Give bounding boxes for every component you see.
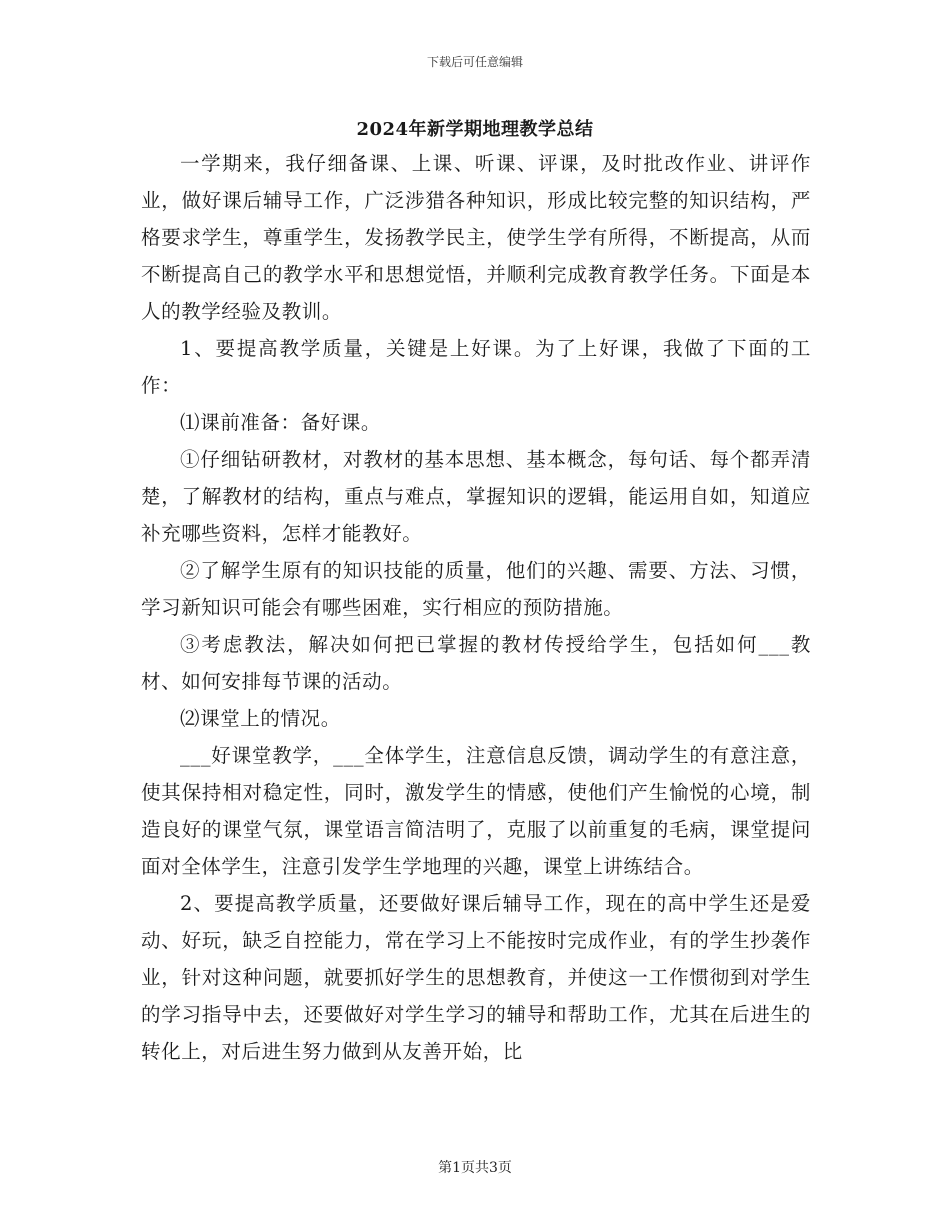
paragraph: 2、要提高教学质量，还要做好课后辅导工作，现在的高中学生还是爱动、好玩，缺乏自控能力，常在学习上不能按时完成作业，有的学生抄袭作业，针对这种问题，就要抓好学生的思想教育，并使这一工作惯彻到对学生的学习指导中去，还要做好对学生学习的辅导和帮助工作，尤其在后进生的转化上，对后进生努力做到从友善开始，比: [141, 892, 811, 1063]
document-body: [141, 145, 811, 1070]
paragraph: ___好课堂教学，___全体学生，注意信息反馈，调动学生的有意注意，使其保持相对稳定性，同时，激发学生的情感，使他们产生愉悦的心境，制造良好的课堂气氛，课堂语言简洁明了，克服了以前重复的毛病，课堂提问面对全体学生，注意引发学生学地理的兴趣，课堂上讲练结合。: [141, 744, 811, 878]
document-title: 2024年新学期地理教学总结: [356, 119, 594, 140]
paragraph: 1、要提高教学质量，关键是上好课。为了上好课，我做了下面的工作：: [141, 337, 811, 397]
page-number: 第1页共3页: [438, 1160, 512, 1176]
paragraph: 一学期来，我仔细备课、上课、听课、评课，及时批改作业、讲评作业，做好课后辅导工作，广泛涉猎各种知识，形成比较完整的知识结构，严格要求学生，尊重学生，发扬教学民主，使学生学有所得，不断提高，从而不断提高自己的教学水平和思想觉悟，并顺利完成教育教学任务。下面是本人的教学经验及教训。: [141, 152, 811, 323]
paragraph: ⑴课前准备：备好课。: [180, 411, 382, 434]
paragraph: ③考虑教法，解决如何把已掌握的教材传授给学生，包括如何___教材、如何安排每节课的活动。: [141, 633, 811, 693]
paragraph: ②了解学生原有的知识技能的质量，他们的兴趣、需要、方法、习惯，学习新知识可能会有哪些困难，实行相应的预防措施。: [141, 559, 811, 619]
header-note: 下载后可任意编辑: [426, 55, 523, 69]
paragraph: ①仔细钻研教材，对教材的基本思想、基本概念，每句话、每个都弄清楚，了解教材的结构，重点与难点，掌握知识的逻辑，能运用自如，知道应补充哪些资料，怎样才能教好。: [141, 448, 811, 545]
paragraph: ⑵课堂上的情况。: [180, 707, 341, 730]
